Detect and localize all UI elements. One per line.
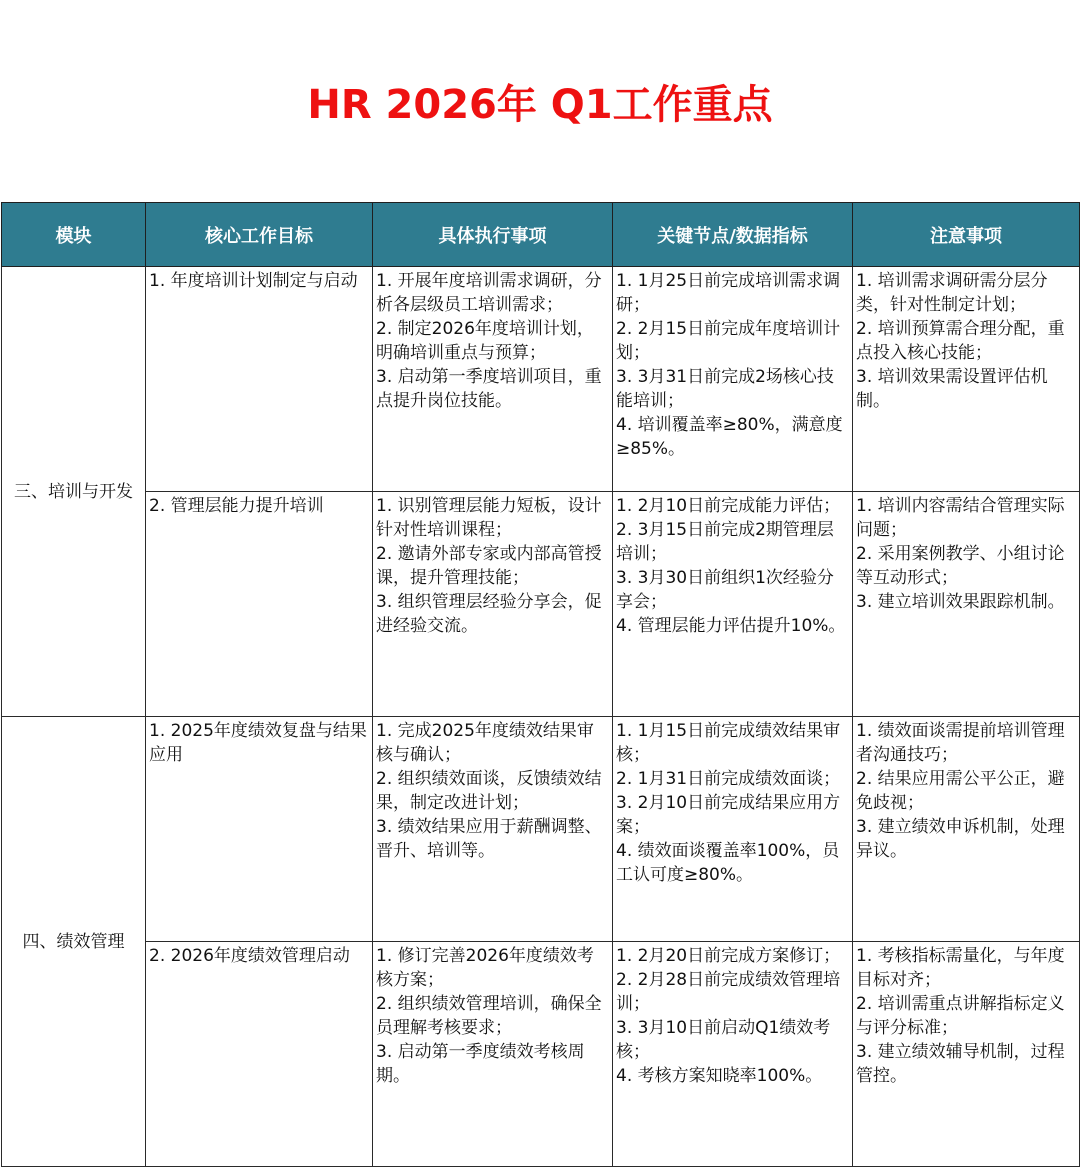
metric-item: 1. 2月20日前完成方案修订； bbox=[616, 946, 841, 966]
note-item: 1. 培训内容需结合管理实际问题； bbox=[856, 496, 1065, 540]
table-row bbox=[2, 267, 1080, 492]
metrics-cell bbox=[613, 267, 853, 492]
actions-cell bbox=[373, 267, 613, 492]
metric-item: 3. 3月31日前完成2场核心技能培训； bbox=[616, 367, 834, 411]
action-item: 3. 启动第一季度绩效考核周期。 bbox=[376, 1042, 585, 1086]
metrics-cell bbox=[613, 942, 853, 1167]
goal-cell: 1. 2025年度绩效复盘与结果应用 bbox=[146, 717, 373, 942]
action-item: 1. 完成2025年度绩效结果审核与确认； bbox=[376, 721, 594, 765]
note-item: 3. 建立培训效果跟踪机制。 bbox=[856, 592, 1065, 612]
note-item: 2. 结果应用需公平公正，避免歧视； bbox=[856, 769, 1065, 813]
table-row bbox=[2, 717, 1080, 942]
metric-item: 2. 2月15日前完成年度培训计划； bbox=[616, 319, 841, 363]
note-item: 3. 建立绩效申诉机制，处理异议。 bbox=[856, 817, 1065, 861]
note-item: 1. 考核指标需量化，与年度目标对齐； bbox=[856, 946, 1065, 990]
note-item: 2. 培训预算需合理分配，重点投入核心技能； bbox=[856, 319, 1065, 363]
header-goal: 核心工作目标 bbox=[146, 203, 373, 267]
action-item: 2. 组织绩效管理培训，确保全员理解考核要求； bbox=[376, 994, 602, 1038]
metrics-cell bbox=[613, 492, 853, 717]
metric-item: 4. 管理层能力评估提升10%。 bbox=[616, 616, 846, 636]
action-item: 3. 组织管理层经验分享会，促进经验交流。 bbox=[376, 592, 602, 636]
metric-item: 2. 1月31日前完成绩效面谈； bbox=[616, 769, 841, 789]
metric-item: 2. 3月15日前完成2期管理层培训； bbox=[616, 520, 834, 564]
notes-cell bbox=[853, 717, 1080, 942]
action-item: 1. 识别管理层能力短板，设计针对性培训课程； bbox=[376, 496, 602, 540]
action-item: 1. 修订完善2026年度绩效考核方案； bbox=[376, 946, 594, 990]
note-item: 2. 采用案例教学、小组讨论等互动形式； bbox=[856, 544, 1065, 588]
actions-cell bbox=[373, 717, 613, 942]
note-item: 2. 培训需重点讲解指标定义与评分标准； bbox=[856, 994, 1065, 1038]
notes-cell bbox=[853, 942, 1080, 1167]
page-title: HR 2026年 Q1工作重点 bbox=[307, 81, 773, 128]
note-item: 3. 培训效果需设置评估机制。 bbox=[856, 367, 1048, 411]
action-item: 2. 邀请外部专家或内部高管授课，提升管理技能； bbox=[376, 544, 602, 588]
header-notes: 注意事项 bbox=[853, 203, 1080, 267]
metric-item: 1. 1月15日前完成绩效结果审核； bbox=[616, 721, 841, 765]
action-item: 1. 开展年度培训需求调研，分析各层级员工培训需求； bbox=[376, 271, 602, 315]
action-item: 2. 制定2026年度培训计划，明确培训重点与预算； bbox=[376, 319, 594, 363]
metric-item: 3. 3月10日前启动Q1绩效考核； bbox=[616, 1018, 831, 1062]
header-metrics: 关键节点/数据指标 bbox=[613, 203, 853, 267]
header-actions: 具体执行事项 bbox=[373, 203, 613, 267]
action-item: 3. 启动第一季度培训项目，重点提升岗位技能。 bbox=[376, 367, 602, 411]
actions-cell bbox=[373, 492, 613, 717]
metrics-cell bbox=[613, 717, 853, 942]
metric-item: 1. 2月10日前完成能力评估； bbox=[616, 496, 841, 516]
metric-item: 3. 3月30日前组织1次经验分享会； bbox=[616, 568, 834, 612]
note-item: 3. 建立绩效辅导机制，过程管控。 bbox=[856, 1042, 1065, 1086]
notes-cell bbox=[853, 492, 1080, 717]
action-item: 2. 组织绩效面谈，反馈绩效结果，制定改进计划； bbox=[376, 769, 602, 813]
notes-cell bbox=[853, 267, 1080, 492]
note-item: 1. 绩效面谈需提前培训管理者沟通技巧； bbox=[856, 721, 1065, 765]
table-row bbox=[2, 492, 1080, 717]
action-item: 3. 绩效结果应用于薪酬调整、晋升、培训等。 bbox=[376, 817, 602, 861]
actions-cell bbox=[373, 942, 613, 1167]
goal-cell: 2. 管理层能力提升培训 bbox=[146, 492, 373, 717]
metric-item: 2. 2月28日前完成绩效管理培训； bbox=[616, 970, 841, 1014]
goal-cell: 1. 年度培训计划制定与启动 bbox=[146, 267, 373, 492]
metric-item: 4. 考核方案知晓率100%。 bbox=[616, 1066, 823, 1086]
work-plan-table bbox=[1, 202, 1080, 1167]
table-header-row bbox=[2, 203, 1080, 267]
title-area bbox=[0, 0, 1080, 202]
header-module: 模块 bbox=[2, 203, 146, 267]
metric-item: 4. 培训覆盖率≥80%，满意度≥85%。 bbox=[616, 415, 843, 459]
goal-cell: 2. 2026年度绩效管理启动 bbox=[146, 942, 373, 1167]
note-item: 1. 培训需求调研需分层分类，针对性制定计划； bbox=[856, 271, 1048, 315]
metric-item: 4. 绩效面谈覆盖率100%，员工认可度≥80%。 bbox=[616, 841, 840, 885]
table-row bbox=[2, 942, 1080, 1167]
module-cell: 三、培训与开发 bbox=[2, 267, 146, 717]
metric-item: 3. 2月10日前完成结果应用方案； bbox=[616, 793, 841, 837]
module-cell: 四、绩效管理 bbox=[2, 717, 146, 1167]
metric-item: 1. 1月25日前完成培训需求调研； bbox=[616, 271, 841, 315]
